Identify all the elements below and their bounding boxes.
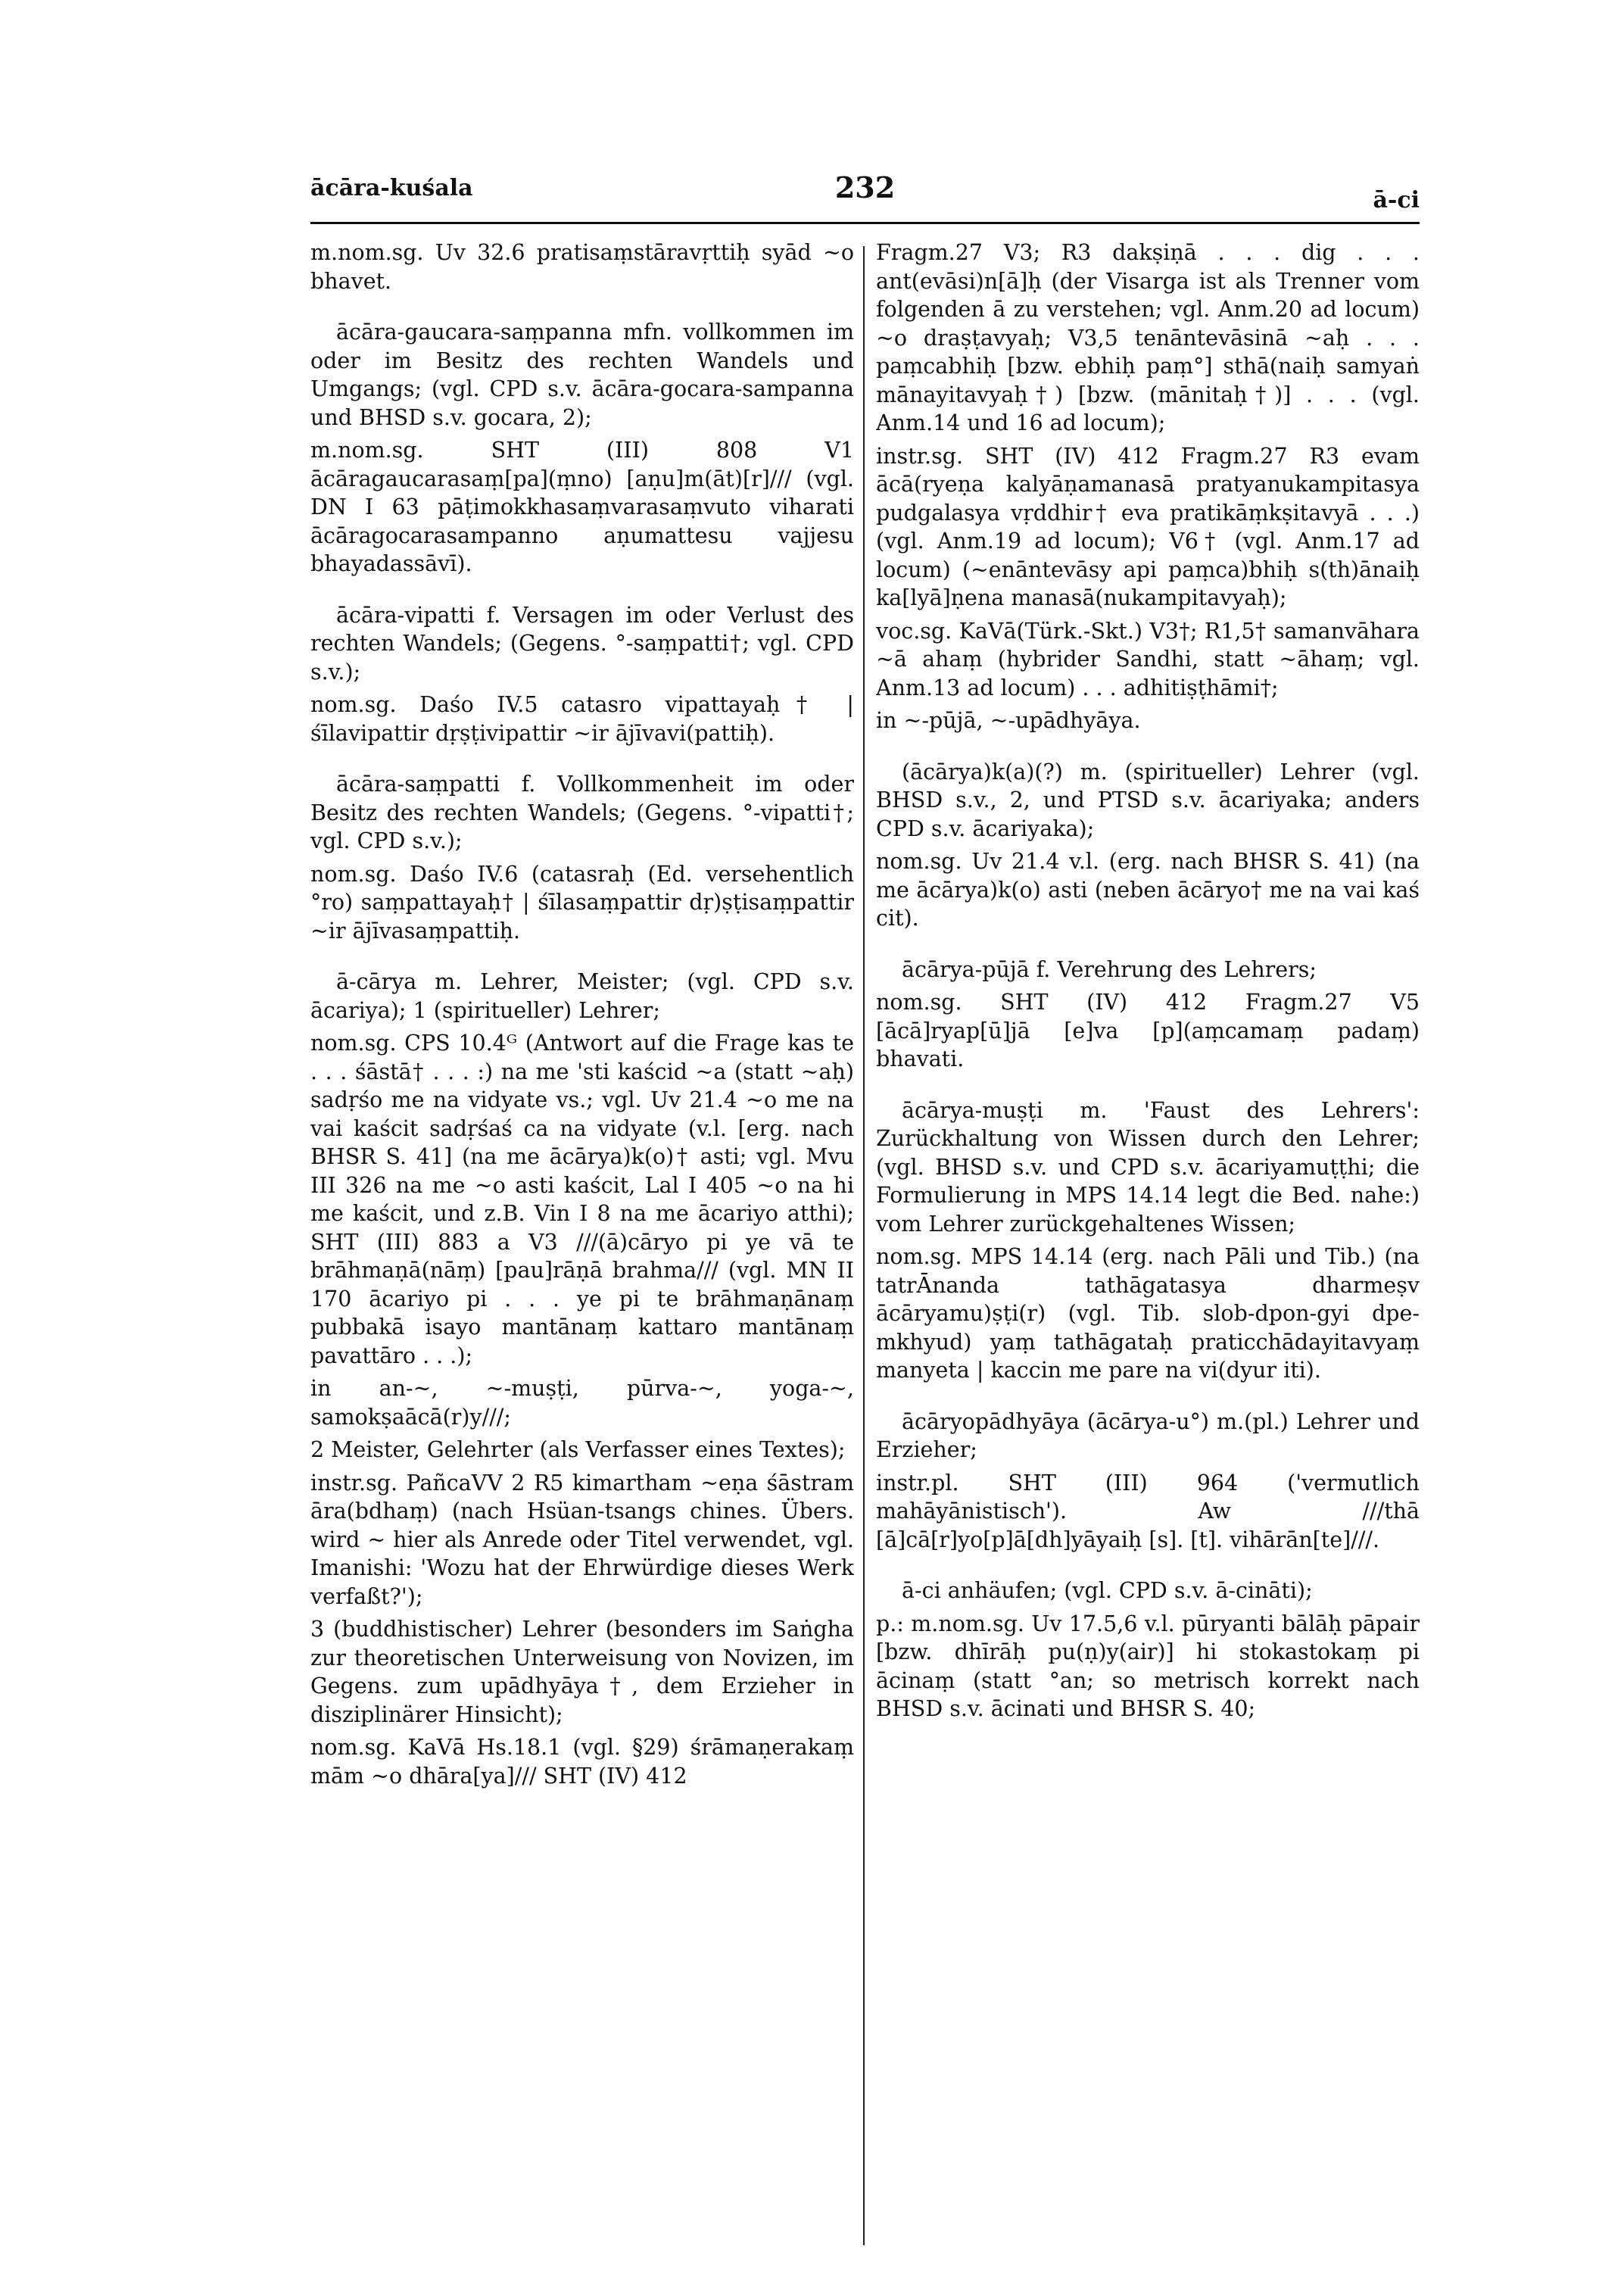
entry-headword-paragraph: ā-ci anhäufen; (vgl. CPD s.v. ā-cināti); bbox=[902, 1578, 1313, 1603]
running-head-left: ācāra-kuśala bbox=[310, 175, 473, 201]
entry-paragraph: 2 Meister, Gelehrter (als Verfasser eines Textes); bbox=[310, 1437, 846, 1462]
entry-paragraph: Fragm.27 V3; R3 dakṣiṇā . . . dig . . . ant(evāsi)n[ā]ḥ (der Visarga ist als Trenner vom folgenden ā zu verstehen; vgl. Anm.20 ad locum) ~o draṣṭavyaḥ; V3,5 tenāntevāsinā ~aḥ . . . paṃcabhiḥ [bzw. ebhiḥ paṃ°] sthā(naiḥ samyaṅ mānayitavyaḥ†) [bzw. (mānitaḥ†)] . . . (vgl. Anm.14 und 16 ad locum); bbox=[876, 240, 1420, 435]
entry-paragraph: in an-~, ~-muṣṭi, pūrva-~, yoga-~, samokṣaācā(r)y///; bbox=[310, 1376, 854, 1430]
dictionary-entry bbox=[876, 1577, 1420, 1723]
dictionary-entry bbox=[310, 318, 854, 579]
dictionary-entry bbox=[310, 770, 854, 945]
page-header bbox=[310, 170, 1420, 216]
entry-headword-paragraph: ācāryopādhyāya (ācārya-u°) m.(pl.) Lehrer und Erzieher; bbox=[876, 1408, 1420, 1462]
entry-paragraph: nom.sg. CPS 10.4ᴳ (Antwort auf die Frage kas te . . . śāstā† . . . :) na me 'sti kaścid ~a (statt ~aḥ) sadṛśo me na vidyate vs.; vgl. Uv 21.4 ~o me na vai kaścit sadṛśaś ca na vidyate (v.l. [erg. nach BHSR S. 41] (na me ācārya)k(o)† asti; vgl. Mvu III 326 na me ~o asti kaścit, Lal I 405 ~o na hi me kaścit, und z.B. Vin I 8 na me ācariyo atthi); SHT (III) 883 a V3 ///(ā)cāryo pi ye vā te brāhmaṇā(nāṃ) [pau]rāṇā brahma/// (vgl. MN II 170 ācariyo pi . . . ye pi te brāhmaṇānaṃ pubbakā isayo mantānaṃ kattaro mantānaṃ pavattāro . . .); bbox=[310, 1031, 854, 1368]
dictionary-entry bbox=[876, 1408, 1420, 1555]
header-rule bbox=[310, 222, 1420, 224]
entry-headword-paragraph: ācāra-saṃpatti f. Vollkommenheit im oder Besitz des rechten Wandels; (Gegens. °-vipatti†; vgl. CPD s.v.); bbox=[310, 772, 854, 853]
right-column bbox=[876, 239, 1420, 2253]
entry-paragraph: instr.pl. SHT (III) 964 ('vermutlich mahāyānistisch'). Aw ///thā [ā]cā[r]yo[p]ā[dh]yāyaiḥ [s]. [t]. vihārān[te]///. bbox=[876, 1470, 1420, 1552]
dictionary-entry bbox=[310, 968, 854, 1790]
entry-paragraph: p.: m.nom.sg. Uv 17.5,6 v.l. pūryanti bālāḥ pāpair [bzw. dhīrāḥ pu(ṇ)y(air)] hi stokastokaṃ pi ācinaṃ (statt °an; so metrisch korrekt nach BHSD s.v. ācinati und BHSR S. 40; bbox=[876, 1611, 1420, 1721]
left-column bbox=[310, 239, 854, 2253]
entry-headword-paragraph: ācārya-muṣṭi m. 'Faust des Lehrers': Zurückhaltung von Wissen durch den Lehrer; (vgl. BHSD s.v. und CPD s.v. ācariyamuṭṭhi; die Formulierung in MPS 14.14 legt die Bed. nahe:) vom Lehrer zurückgehaltenes Wissen; bbox=[876, 1097, 1420, 1237]
entry-paragraph: in ~-pūjā, ~-upādhyāya. bbox=[876, 708, 1141, 733]
entry-paragraph: nom.sg. KaVā Hs.18.1 (vgl. §29) śrāmaṇerakaṃ mām ~o dhāra[ya]/// SHT (IV) 412 bbox=[310, 1735, 854, 1789]
dictionary-entry bbox=[876, 1096, 1420, 1385]
entry-paragraph: nom.sg. Daśo IV.6 (catasraḥ (Ed. versehentlich °ro) saṃpattayaḥ† | śīlasaṃpattir dṛ)ṣṭisaṃpattir ~ir ājīvasaṃpattiḥ. bbox=[310, 861, 854, 944]
entry-paragraph: nom.sg. Uv 21.4 v.l. (erg. nach BHSR S. 41) (na me ācārya)k(o) asti (neben ācāryo† me na vai kaś cit). bbox=[876, 849, 1420, 931]
running-head-right: ā-ci bbox=[1373, 187, 1420, 214]
entry-paragraph: nom.sg. MPS 14.14 (erg. nach Pāli und Tib.) (na tatrĀnanda tathāgatasya dharmeṣv ācāryamu)ṣṭi(r) (vgl. Tib. slob-dpon-gyi dpe-mkhyud) yaṃ tathāgataḥ praticchādayitavyaṃ manyeta | kaccin me pare na vi(dyur iti). bbox=[876, 1244, 1420, 1383]
entry-paragraph: nom.sg. Daśo IV.5 catasro vipattayaḥ† | śīlavipattir dṛṣṭivipattir ~ir ājīvavi(pattiḥ). bbox=[310, 692, 854, 746]
dictionary-entry bbox=[876, 239, 1420, 735]
entry-paragraph: nom.sg. SHT (IV) 412 Fragm.27 V5 [ācā]ryap[ū]jā [e]va [p](aṃcamaṃ padaṃ) bhavati. bbox=[876, 990, 1420, 1071]
dictionary-entry bbox=[876, 956, 1420, 1074]
entry-paragraph: 3 (buddhistischer) Lehrer (besonders im Saṅgha zur theoretischen Unterweisung von Novizen, im Gegens. zum upādhyāya†, dem Erzieher in disziplinärer Hinsicht); bbox=[310, 1617, 854, 1727]
entry-paragraph: m.nom.sg. Uv 32.6 pratisaṃstāravṛttiḥ syād ~o bhavet. bbox=[310, 240, 854, 294]
entry-headword-paragraph: (ācārya)k(a)(?) m. (spiritueller) Lehrer (vgl. BHSD s.v., 2, und PTSD s.v. ācariyaka; anders CPD s.v. ācariyaka); bbox=[876, 759, 1420, 841]
dictionary-entry bbox=[876, 758, 1420, 933]
entry-headword-paragraph: ācāra-vipatti f. Versagen im oder Verlust des rechten Wandels; (Gegens. °-saṃpatti†; vgl. CPD s.v.); bbox=[310, 602, 854, 685]
column-divider bbox=[863, 246, 865, 2245]
dictionary-entry bbox=[310, 601, 854, 748]
page-number: 232 bbox=[834, 170, 896, 204]
entry-paragraph: instr.sg. PañcaVV 2 R5 kimartham ~eṇa śāstram āra(bdhaṃ) (nach Hsüan-tsangs chines. Übers. wird ~ hier als Anrede oder Titel verwendet, vgl. Imanishi: 'Wozu hat der Ehrwürdige dieses Werk verfaßt?'); bbox=[310, 1470, 854, 1609]
entry-headword-paragraph: ā-cārya m. Lehrer, Meister; (vgl. CPD s.v. ācariya); 1 (spiritueller) Lehrer; bbox=[310, 969, 854, 1023]
entry-headword-paragraph: ācārya-pūjā f. Verehrung des Lehrers; bbox=[902, 956, 1317, 982]
dictionary-entry bbox=[310, 239, 854, 295]
entry-headword-paragraph: ācāra-gaucara-saṃpanna mfn. vollkommen im oder im Besitz des rechten Wandels und Umgangs; (vgl. CPD s.v. ācāra-gocara-sampanna und BHSD s.v. gocara, 2); bbox=[310, 320, 854, 430]
entry-paragraph: voc.sg. KaVā(Türk.-Skt.) V3†; R1,5† samanvāhara ~ā ahaṃ (hybrider Sandhi, statt ~āhaṃ; vgl. Anm.13 ad locum) . . . adhitiṣṭhāmi†; bbox=[876, 618, 1420, 700]
entry-paragraph: m.nom.sg. SHT (III) 808 V1 ācāragaucarasaṃ[pa](ṃno) [aṇu]m(āt)[r]/// (vgl. DN I 63 pāṭimokkhasaṃvarasaṃvuto viharati ācāragocarasampanno aṇumattesu vajjesu bhayadassāvī). bbox=[310, 438, 854, 576]
entry-paragraph: instr.sg. SHT (IV) 412 Fragm.27 R3 evam ācā(ryeṇa kalyāṇamanasā pratyanukampitasya pudgalasya vṛddhir† eva pratikāṃkṣitavyā . . .) (vgl. Anm.19 ad locum); V6† (vgl. Anm.17 ad locum) (~enāntevāsy api paṃca)bhiḥ s(th)ānaiḥ ka[lyā]ṇena manasā(nukampitavyaḥ); bbox=[876, 443, 1420, 610]
